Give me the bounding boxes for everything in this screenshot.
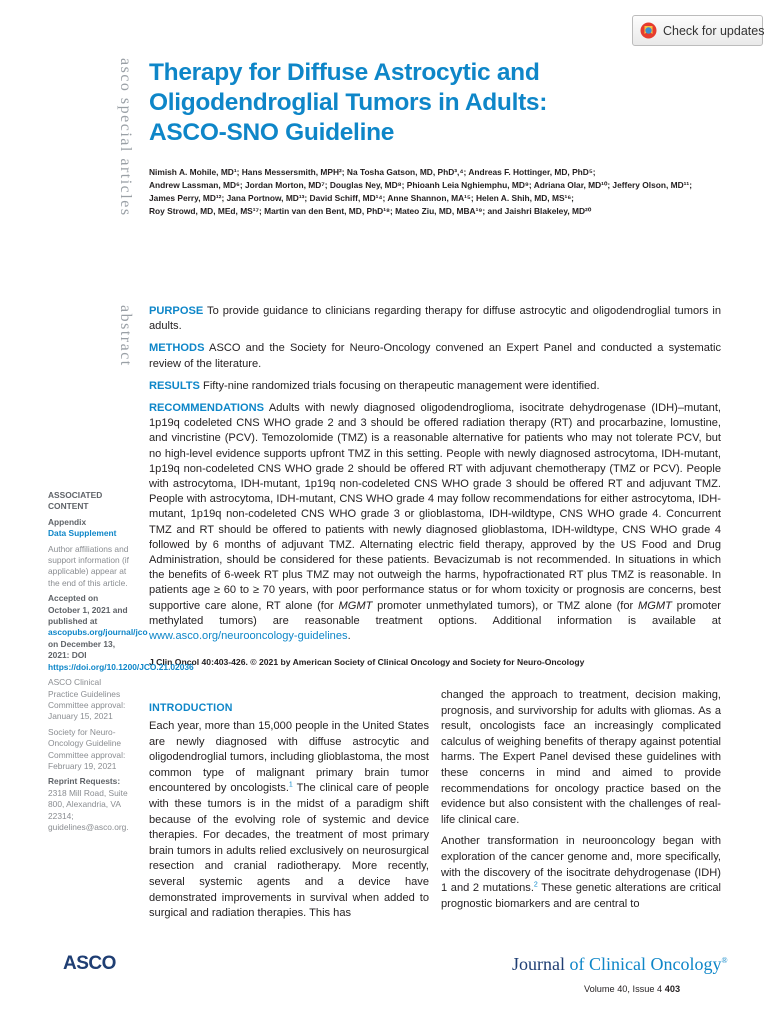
author-line: Nimish A. Mohile, MD¹; Hans Messersmith, MPH²; Na Tosha Gatson, MD, PhD³,⁴; Andreas F. Hottinger, MD, PhD⁵; [149,167,596,177]
methods-keyword: METHODS [149,342,205,355]
title-line: Therapy for Diffuse Astrocytic and [149,59,540,86]
author-list [149,166,734,218]
sno-committee-approval: Society for Neuro-Oncology Guideline Committee approval: February 19, 2021 [48,726,126,771]
intro-paragraph-3 [441,834,721,912]
journal-of: of [565,954,589,974]
abstract-side-label: abstract [117,305,134,367]
appendix-label: Appendix [48,516,87,527]
title-line: Oligodendroglial Tumors in Adults: [149,89,548,116]
abstract-results [149,379,721,394]
intro-paragraph-3b: These genetic alterations are critical prognostic biomarkers and are central to [441,882,721,910]
journal-logo [512,954,728,975]
reprint-address: 2318 Mill Road, Suite 800, Alexandria, VA 22314; guidelines@asco.org. [48,787,129,832]
journal-link[interactable]: ascopubs.org/journal/jco [48,627,148,638]
purpose-text: To provide guidance to clinicians regarding therapy for diffuse astrocytic and oligodendroglial tumors in adults. [149,305,721,333]
abstract-methods [149,341,721,371]
check-for-updates-label: Check for updates [663,23,765,38]
doi-link[interactable]: https://doi.org/10.1200/JCO.21.02036 [48,661,194,672]
check-for-updates-button[interactable] [632,15,763,46]
results-keyword: RESULTS [149,379,200,392]
abstract-recommendations [149,401,721,644]
body-column-left [149,719,429,922]
volume-issue-page [584,984,680,994]
author-line: James Perry, MD¹²; Jana Portnow, MD¹³; David Schiff, MD¹⁴; Anne Shannon, MA¹⁵; Helen A. Shih, MD, MS¹⁶; [149,193,574,203]
author-line: Andrew Lassman, MD⁶; Jordan Morton, MD⁷; Douglas Ney, MD⁸; Phioanh Leia Nghiemphu, MD⁹; Adriana Olar, MD¹⁰; Jeffery Olson, MD¹¹; [149,180,693,190]
recommendations-text-1: Adults with newly diagnosed oligodendroglioma, isocitrate dehydrogenase (IDH)–mutant, 1p19q codeleted CNS WHO grade 2 and 3 should be offered radiation therapy (RT) and procarbazine, lomustine, and vincristine (PCV). Temozolomide (TMZ) is a reasonable alternative for patients who may not tolerate PCV, but no high-level evidence supports upfront TMZ in this setting. People with newly diagnosed astrocytoma, IDH-mutant, 1p19q non-codeleted CNS WHO grade 2 should be offered RT with adjuvant chemotherapy (TMZ or PCV). People with astrocytoma, IDH-mutant, 1p19q non-codeleted CNS WHO grade 3 should be offered RT and adjuvant TMZ. People with astrocytoma, IDH-mutant, CNS WHO grade 4 may follow recommendations for either astrocytoma, IDH-mutant, 1p19q non-codeleted CNS WHO grade 3 or glioblastoma, IDH-wildtype, CNS WHO grade 4. Concurrent TMZ and RT should be offered to patients with newly diagnosed glioblastoma, IDH-wildtype, CNS WHO grade 4 followed by 6 months of adjuvant TMZ. Alternating electric field therapy, approved by the US Food and Drug Administration, should be considered for these patients. Bevacizumab is not recommended. In situations in which the benefits of 6-week RT plus TMZ may not outweigh the harms, hypofractionated RT plus TMZ is reasonable. In patients age ≥ 60 to ≥ 70 years, with poor performance status or for whom toxicity or prognosis are concerns, best supportive care alone, RT alone (for [149,402,721,612]
accepted-text: Accepted on October 1, 2021 and published at [48,593,128,627]
affiliations-note: Author affiliations and support information (if applicable) appear at the end of this article. [48,543,129,588]
body-column-right [441,688,721,918]
purpose-keyword: PURPOSE [149,305,204,317]
intro-paragraph-2: changed the approach to treatment, decision making, prognosis, and survivorship for adults with gliomas. As a result, oncologists face an increasingly complicated calculus of weighing benefits of therapy against potential harms. The Expert Panel devised these guidelines with these concerns in mind and aimed to provide recommendations for oncology practice based on the evidence but also consistent with the challenges of real-life clinical care. [441,689,721,826]
data-supplement-link[interactable]: Data Supplement [48,528,117,539]
abstract [149,304,721,651]
introduction-heading: INTRODUCTION [149,702,233,714]
intro-paragraph-3a: Another transformation in neurooncology began with exploration of the cancer genome and, more specifically, with the discovery of the isocitrate dehydrogenase (IDH) 1 and 2 mutations. [441,835,721,895]
journal-word: Journal [512,954,565,974]
article-title [149,58,709,148]
associated-content-heading: ASSOCIATED CONTENT [48,490,103,512]
methods-text: ASCO and the Society for Neuro-Oncology convened an Expert Panel and conducted a systematic review of the literature. [149,342,721,370]
published-text: on December 13, 2021: DOI [48,638,116,661]
intro-paragraph-1b: The clinical care of people with these tumors is in the midst of a paradigm shift because of the evolving role of systemic and device therapies. For decades, the treatment of most primary brain tumors in adults relied exclusively on neurosurgical resection and cranial radiotherapy. More recently, several systemic agents and a device have demonstrated improvements in survival when added to surgical and radiation therapies. This has [149,782,430,920]
recommendations-keyword: RECOMMENDATIONS [149,402,265,415]
gene-name: MGMT [637,599,672,612]
gene-name: MGMT [338,599,373,612]
title-line: ASCO-SNO Guideline [149,119,395,146]
registered-mark: ® [721,956,728,965]
abstract-purpose [149,304,721,334]
publication-info [48,593,194,673]
page-number: 403 [664,984,681,994]
asco-logo: ASCO [63,953,116,974]
author-line: Roy Strowd, MD, MEd, MS¹⁷; Martin van den Bent, MD, PhD¹⁸; Mateo Ziu, MD, MBA¹⁹; and Jaishri Blakeley, MD²⁰ [149,206,592,216]
journal-name: Clinical Oncology [589,954,722,974]
citation-line: J Clin Oncol 40:403-426. © 2021 by American Society of Clinical Oncology and Society for Neuro-Oncology [149,657,585,667]
recommendations-text-2: promoter unmethylated tumors), or TMZ alone (for [377,599,634,612]
asco-committee-approval: ASCO Clinical Practice Guidelines Committee approval: January 15, 2021 [48,677,126,722]
recommendations-end: . [347,630,351,643]
crossmark-icon [640,22,657,39]
reprint-requests-heading: Reprint Requests: [48,776,121,787]
intro-paragraph-1a: Each year, more than 15,000 people in the United States are newly diagnosed with diffuse astrocytic and oligodendroglial tumors, including glioblastoma, the most common type of malignant primary brain tumor encountered by oncologists. [149,720,429,795]
reference-marker[interactable]: 2 [533,881,538,889]
guidelines-link[interactable]: www.asco.org/neurooncology-guidelines [149,630,348,643]
section-side-label: asco special articles [117,58,134,217]
volume-issue: Volume 40, Issue 4 [584,984,663,994]
recommendations-text-3: promoter methylated tumors) are reasonable treatment options. Additional information is available at [149,599,721,627]
results-text: Fifty-nine randomized trials focusing on therapeutic management were identified. [203,379,600,392]
reference-marker[interactable]: 1 [288,781,293,789]
